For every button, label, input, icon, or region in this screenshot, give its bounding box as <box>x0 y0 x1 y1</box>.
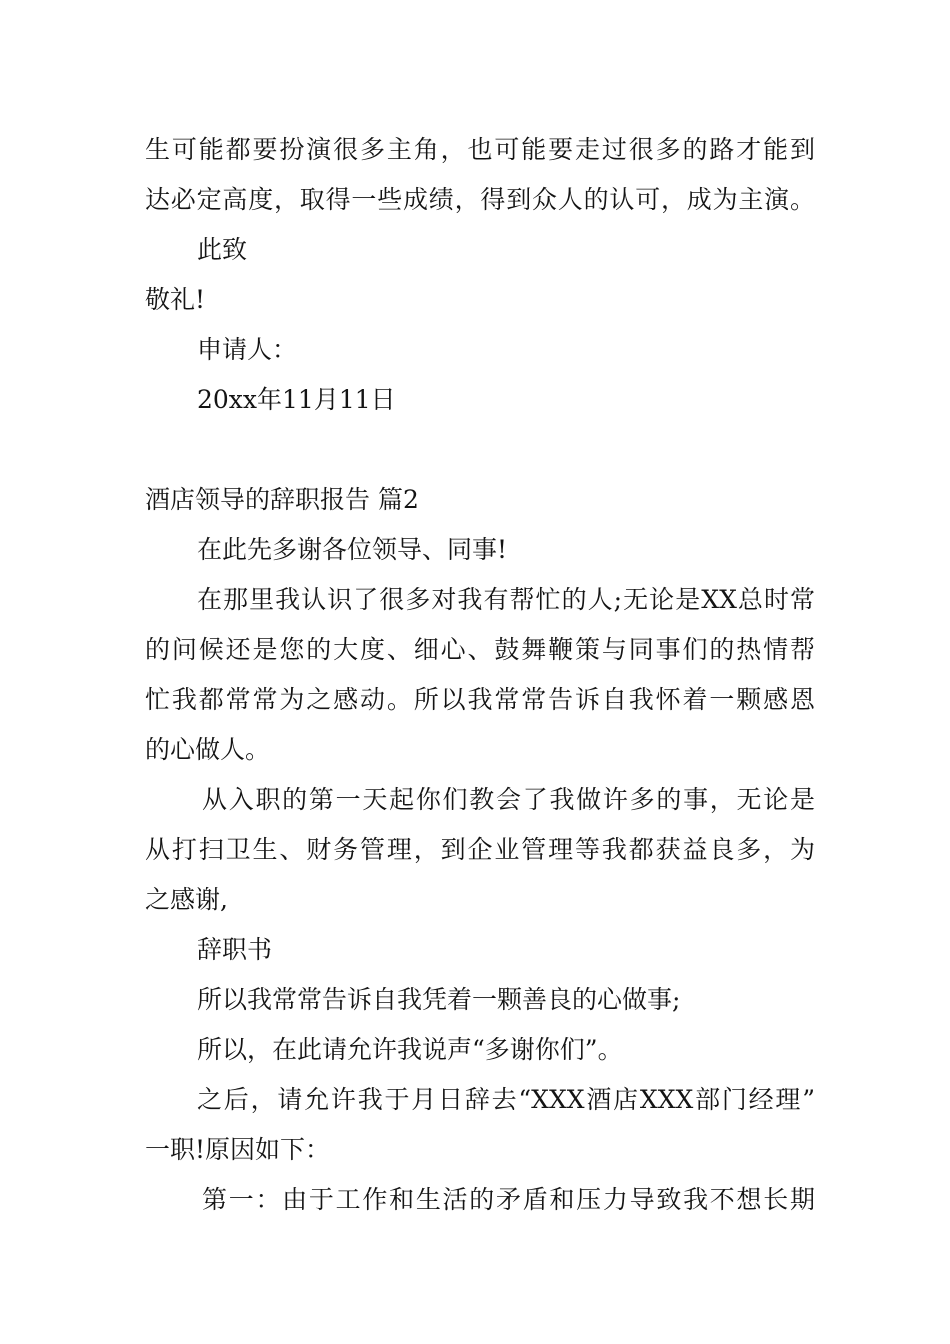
paragraph-line: 之感谢, <box>145 885 228 914</box>
closing-respect: 敬礼! <box>145 285 206 314</box>
paragraph-line: 在那里我认识了很多对我有帮忙的人;无论是XX总时常 <box>197 585 815 614</box>
paragraph-line: 在此先多谢各位领导、同事! <box>197 535 508 564</box>
paragraph-line: 生可能都要扮演很多主角，也可能要走过很多的路才能到 <box>145 135 815 164</box>
closing-salutation: 此致 <box>197 235 248 264</box>
applicant-label: 申请人： <box>197 335 298 364</box>
paragraph-line: 忙我都常常为之感动。所以我常常告诉自我怀着一颗感恩 <box>145 685 815 714</box>
paragraph-line: 之后，请允许我于月日辞去“XXX酒店XXX部门经理” <box>197 1085 815 1114</box>
date-line: 20xx年11月11日 <box>197 385 396 414</box>
paragraph-line: 从入职的第一天起你们教会了我做许多的事，无论是 <box>202 785 815 814</box>
paragraph-line: 从打扫卫生、财务管理，到企业管理等我都获益良多，为 <box>145 835 815 864</box>
paragraph-line: 一职!原因如下： <box>145 1135 331 1164</box>
paragraph-line: 辞职书 <box>197 935 273 964</box>
paragraph-line: 的心做人。 <box>145 735 271 764</box>
paragraph-line: 所以我常常告诉自我凭着一颗善良的心做事; <box>197 985 681 1014</box>
section-title: 酒店领导的辞职报告 篇2 <box>145 485 419 514</box>
paragraph-line: 的问候还是您的大度、细心、鼓舞鞭策与同事们的热情帮 <box>145 635 815 664</box>
paragraph-line: 达必定高度，取得一些成绩，得到众人的认可，成为主演。 <box>145 185 815 214</box>
paragraph-line: 所以，在此请允许我说声“多谢你们”。 <box>197 1035 623 1064</box>
paragraph-line: 第一：由于工作和生活的矛盾和压力导致我不想长期 <box>202 1185 815 1214</box>
